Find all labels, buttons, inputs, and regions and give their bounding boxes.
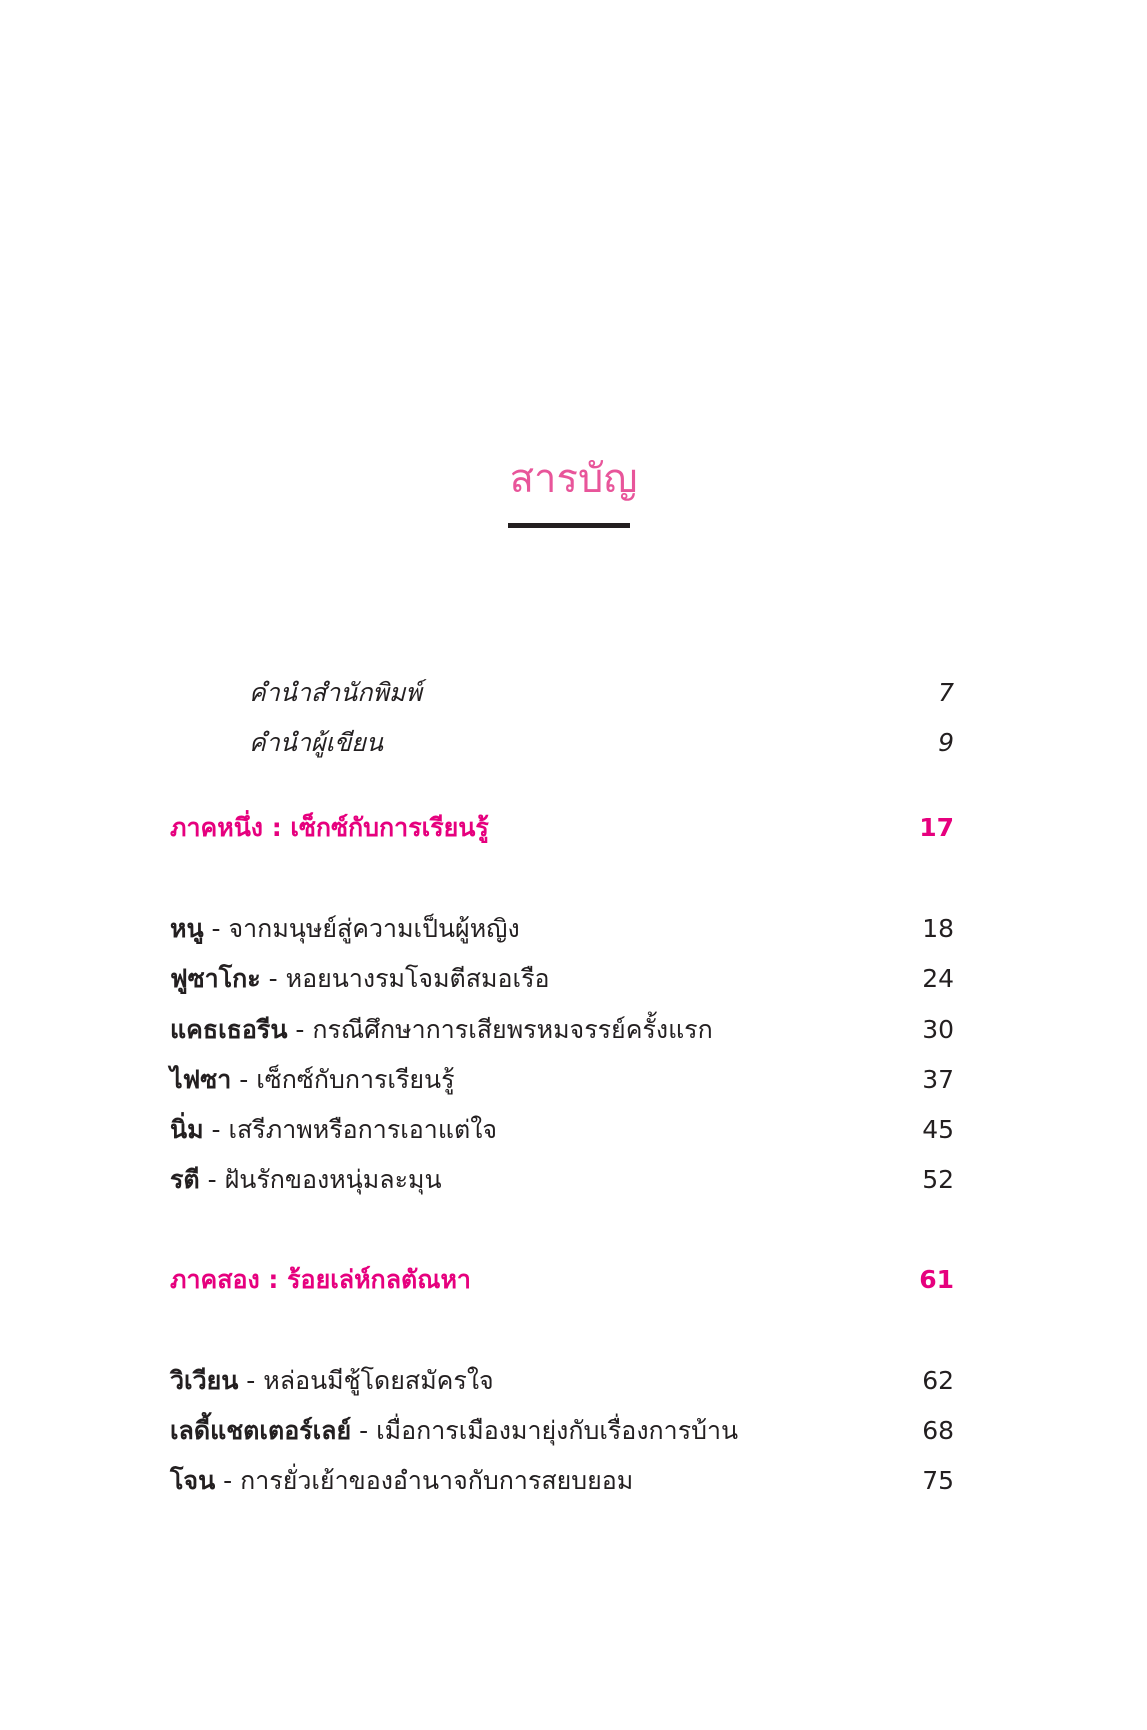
- title-underline: [508, 523, 630, 528]
- toc-chapter[interactable]: [0, 907, 1147, 951]
- part-page-number: 17: [919, 813, 954, 842]
- chapter-subtitle: - หอยนางรมโจมตีสมอเรือ: [260, 964, 550, 993]
- chapter-subtitle: - ฝันรักของหนุ่มละมุน: [199, 1165, 442, 1194]
- entry-page-number: 9: [938, 728, 954, 757]
- chapter-page-number: 52: [922, 1165, 954, 1194]
- toc-chapter[interactable]: [0, 1459, 1147, 1503]
- part-title: ภาคหนึ่ง : เซ็กซ์กับการเรียนรู้: [170, 813, 489, 842]
- chapter-name: หนู: [170, 914, 204, 943]
- chapter-name: โจน: [170, 1466, 216, 1495]
- chapter-page-number: 18: [922, 914, 954, 943]
- chapter-name: แคธเธอรีน: [170, 1015, 288, 1044]
- chapter-page-number: 62: [922, 1366, 954, 1395]
- chapter-subtitle: - จากมนุษย์สู่ความเป็นผู้หญิง: [203, 914, 520, 943]
- toc-chapter[interactable]: [0, 1158, 1147, 1202]
- toc-chapter[interactable]: [0, 957, 1147, 1001]
- toc-chapter[interactable]: [0, 1409, 1147, 1453]
- chapter-page-number: 30: [922, 1015, 954, 1044]
- toc-chapter[interactable]: [0, 1359, 1147, 1403]
- chapter-subtitle: - หล่อนมีชู้โดยสมัครใจ: [238, 1366, 494, 1395]
- toc-chapter[interactable]: [0, 1108, 1147, 1152]
- chapter-name: นิ่ม: [170, 1115, 204, 1144]
- entry-title: คำนำสำนักพิมพ์: [249, 678, 422, 707]
- chapter-subtitle: - กรณีศึกษาการเสียพรหมจรรย์ครั้งแรก: [287, 1015, 713, 1044]
- toc-entry-publisher-foreword[interactable]: [0, 671, 1147, 715]
- chapter-page-number: 45: [922, 1115, 954, 1144]
- chapter-name: รตี: [170, 1165, 200, 1194]
- chapter-name: ฟูซาโกะ: [170, 964, 261, 993]
- part-title: ภาคสอง : ร้อยเล่ห์กลตัณหา: [170, 1265, 471, 1294]
- chapter-page-number: 37: [922, 1065, 954, 1094]
- chapter-page-number: 68: [922, 1416, 954, 1445]
- toc-chapter[interactable]: [0, 1058, 1147, 1102]
- page-title: สารบัญ: [509, 456, 638, 502]
- chapter-name: เลดี้แชตเตอร์เลย์: [170, 1416, 352, 1445]
- toc-chapter[interactable]: [0, 1008, 1147, 1052]
- toc-part-two[interactable]: [0, 1258, 1147, 1302]
- chapter-subtitle: - เซ็กซ์กับการเรียนรู้: [231, 1065, 455, 1094]
- entry-title: คำนำผู้เขียน: [249, 728, 383, 757]
- chapter-subtitle: - เสรีภาพหรือการเอาแต่ใจ: [203, 1115, 498, 1144]
- toc-part-one[interactable]: [0, 806, 1147, 850]
- chapter-subtitle: - การยั่วเย้าของอำนาจกับการสยบยอม: [215, 1466, 634, 1495]
- chapter-page-number: 75: [922, 1466, 954, 1495]
- toc-entry-author-foreword[interactable]: [0, 721, 1147, 765]
- entry-page-number: 7: [938, 678, 954, 707]
- chapter-subtitle: - เมื่อการเมืองมายุ่งกับเรื่องการบ้าน: [351, 1416, 739, 1445]
- chapter-name: ไฟซา: [170, 1065, 232, 1094]
- part-page-number: 61: [919, 1265, 954, 1294]
- chapter-name: วิเวียน: [170, 1366, 239, 1395]
- chapter-page-number: 24: [922, 964, 954, 993]
